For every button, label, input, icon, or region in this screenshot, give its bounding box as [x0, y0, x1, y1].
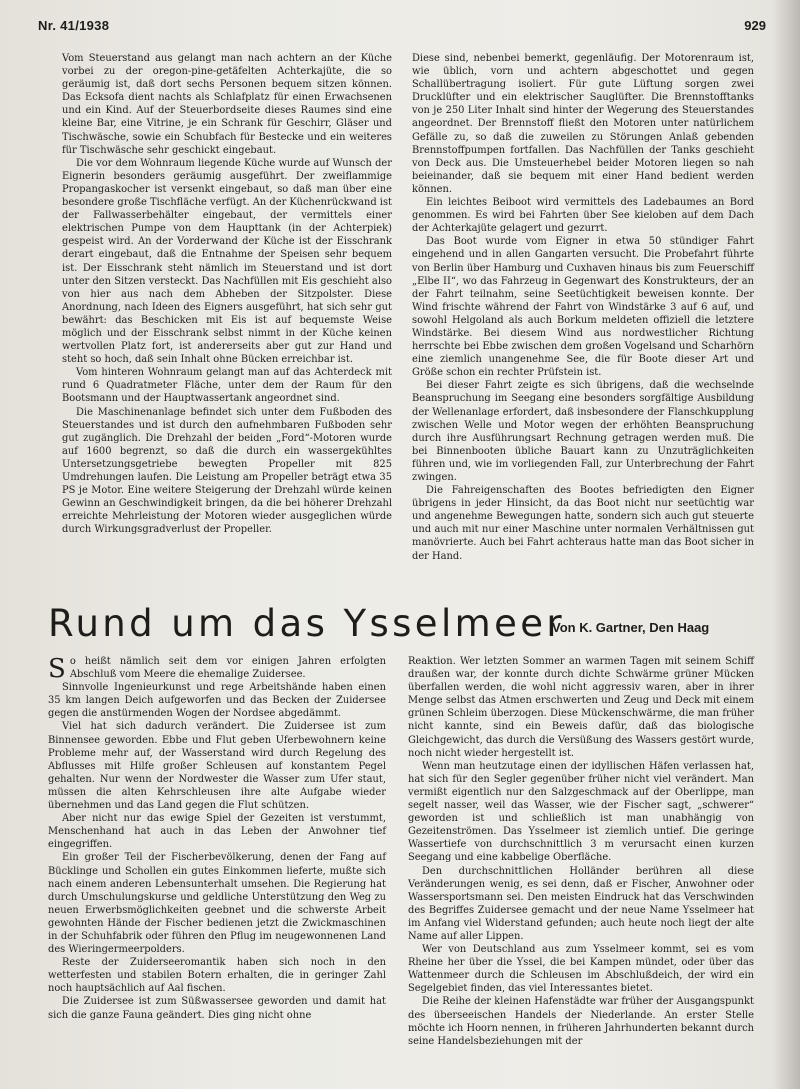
paragraph: Sinnvolle Ingenieurkunst und rege Arbeitshände haben einen 35 km langen Deich aufgeworfen und das Becken der Zuidersee gegen die anstürmenden Wogen der Nordsee abgedämmt. — [48, 682, 386, 720]
top-left-column — [62, 52, 392, 536]
paragraph: Bei dieser Fahrt zeigte es sich übrigens, daß die wechselnde Beanspruchung im Seegang eine besonders sorgfältige Ausbildung der Wellenanlage erfordert, daß insbesondere der Flanschkupplung zwischen Welle und Motor wegen der erhöhten Beanspruchung durch ihre Ausführungsart Rechnung getragen werden muß. Die bei Binnenbooten übliche Bauart kann zu Unzuträglichkeiten führen und, wie im vorliegenden Fall, zur Unterbrechung der Fahrt zwingen. — [412, 380, 754, 483]
page-number: 929 — [744, 18, 766, 33]
paragraph: Die Fahreigenschaften des Bootes befriedigten den Eigner übrigens in jeder Hinsicht, da das Boot nicht nur seetüchtig war und angenehme Bewegungen hatte, sondern sich auch gut steuerte und auch mit nur einer Maschine unter normalen Verhältnissen gut manövrierte. Auch bei Fahrt achteraus hatte man das Boot sicher in der Hand. — [412, 485, 754, 562]
paragraph: Die Reihe der kleinen Hafenstädte war früher der Ausgangspunkt des überseeischen Handels der Niederlande. An erster Stelle möchte ich Hoorn nennen, in früheren Jahrhunderten bekannt durch seine Handelsbeziehungen mit der — [408, 996, 754, 1047]
article-title: Rund um das Ysselmeer — [48, 602, 566, 645]
paragraph: Aber nicht nur das ewige Spiel der Gezeiten ist verstummt, Menschenhand hat auch in das Leben der Anwohner tief eingegriffen. — [48, 813, 386, 851]
paragraph: Wenn man heutzutage einen der idyllischen Häfen verlassen hat, hat sich für den Segler gegenüber früher nicht viel verändert. Man vermißt eigentlich nur den Salzgeschmack auf der Oberlippe, man segelt nasser, weil das Wasser, wie der Fischer sagt, „schwerer“ geworden ist und schließlich ist man unabhängig von Gezeitenströmen. Das Ysselmeer ist ziemlich untief. Die geringe Wassertiefe von durchschnittlich 3 m verursacht einen kurzen Seegang und eine kabbelige Oberfläche. — [408, 760, 754, 864]
article-byline: Von K. Gartner, Den Haag — [552, 620, 710, 635]
paragraph: Reste der Zuiderseeromantik haben sich noch in den wetterfesten und stabilen Botern erhalten, die in geringer Zahl noch hauptsächlich auf Aal fischen. — [48, 957, 386, 995]
paragraph: Vom Steuerstand aus gelangt man nach achtern an der Küche vorbei zu der oregon-pine-getäfelten Achterkajüte, die so geräumig ist, daß dort sechs Personen bequem sitzen können. Das Ecksofa dient nachts als Schlafplatz für einen Erwachsenen und ein Kind. Auf der Steuerbordseite dieses Raumes sind eine kleine Bar, eine Vitrine, je ein Schrank für Geschirr, Gläser und Tischwäsche, sowie ein Schubfach für Bestecke und ein weiteres für Tischwäsche sehr geschickt eingebaut. — [62, 53, 392, 156]
paragraph — [48, 654, 386, 684]
paragraph: Ein großer Teil der Fischerbevölkerung, denen der Fang auf Bücklinge und Schollen ein gutes Einkommen lieferte, mußte sich nach einem anderen Lebensunterhalt umsehen. Die Regierung hat durch Umschulungskurse und geldliche Unterstützung den Weg zu neuen Erwerbsmöglichkeiten geebnet und die schwerste Arbeit gewohnten Hände der Fischer bedienen jetzt die Zwickmaschinen in der Schuhfabrik oder führen den Pflug im neugewonnenen Land des Wieringermeerpolders. — [48, 852, 386, 956]
paragraph: Die vor dem Wohnraum liegende Küche wurde auf Wunsch der Eignerin besonders geräumig ausgeführt. Der zweiflammige Propangaskocher ist versenkt eingebaut, so daß man über eine besondere große Tischfläche verfügt. An der Küchenrückwand ist der Fallwasserbehälter eingebaut, der vermittels einer elektrischen Pumpe von dem Haupttank (in der Achterpiek) gespeist wird. An der Vorderwand der Küche ist der Eisschrank derart eingebaut, daß die Entnahme der Speisen sehr bequem ist. Der Eisschrank steht nämlich im Steuerstand und ist dort unter den Sitzen versteckt. Das Nachfüllen mit Eis geschieht also von hier aus nach dem Abheben der Sitzpolster. Diese Anordnung, nach Ideen des Eigners ausgeführt, hat sich sehr gut bewährt: das Beschicken mit Eis ist auf bequemste Weise möglich und der Eisschrank selbst nimmt in der Küche keinen wertvollen Platz fort, ist andererseits aber gut zur Hand und steht so hoch, daß sein Inhalt ohne Bücken erreichbar ist. — [62, 157, 392, 366]
paragraph: Reaktion. Wer letzten Sommer an warmen Tagen mit seinem Schiff draußen war, der konnte durch dichte Schwärme grüner Mücken überfallen werden, die wohl nicht aggressiv waren, aber in ihrer Menge selbst das Atmen erschwerten und Zeug und Deck mit einem grünen Schleim überzogen. Diese Mückenschwärme, die man früher nicht kannte, sind ein Beweis dafür, daß das biologische Gleichgewicht, das durch die Versüßung des Wassers gestört wurde, noch nicht wieder hergestellt ist. — [408, 656, 754, 759]
paragraph: Vom hinteren Wohnraum gelangt man auf das Achterdeck mit rund 6 Quadratmeter Fläche, unter dem der Raum für den Bootsmann und der Hauptwassertank angeordnet sind. — [62, 367, 392, 405]
paragraph: Das Boot wurde vom Eigner in etwa 50 stündiger Fahrt eingehend und in allen Gangarten versucht. Die Probefahrt führte von Berlin über Hamburg und Cuxhaven hinaus bis zum Feuerschiff „Elbe II“, wo das Fahrzeug in Gegenwart des Konstrukteurs, der an der Fahrt teilnahm, seine Seetüchtigkeit beweisen konnte. Der Wind frischte während der Fahrt von Windstärke 3 auf 6 auf, und sowohl Helgoland als auch Borkum meldeten offiziell die letztere Windstärke. Bei diesem Wind aus nordwestlicher Richtung herrschte bei Ebbe zwischen dem großen Vogelsand und Scharhörn eine ziemlich unangenehme See, die für Boote dieser Art und Größe schon ein rechter Prüfstein ist. — [412, 236, 754, 379]
paragraph: Ein leichtes Beiboot wird vermittels des Ladebaumes an Bord genommen. Es wird bei Fahrten über See kieloben auf dem Dach der Achterkajüte gelagert und gezurrt. — [412, 197, 754, 235]
paragraph: Den durchschnittlichen Holländer berühren all diese Veränderungen wenig, es sei denn, daß er Fischer, Anwohner oder Wassersportsmann sei. Den meisten Eindruck hat das Verschwinden des Begriffes Zuidersee gemacht und der neue Name Ysselmeer hat im Anfang viel Widerstand gefunden; auch heute noch liegt der alte Name auf aller Lippen. — [408, 865, 754, 942]
binding-shadow — [772, 0, 800, 1089]
paragraph: Wer von Deutschland aus zum Ysselmeer kommt, sei es vom Rheine her über die Yssel, die bei Kampen mündet, oder über das Wattenmeer durch die Schleusen im Abschlußdeich, der wird ein Segelgebiet finden, das viel Interessantes bietet. — [408, 944, 754, 995]
article-right-column — [408, 655, 754, 1048]
issue-number: Nr. 41/1938 — [38, 18, 110, 33]
paragraph: Die Zuidersee ist zum Süßwassersee geworden und damit hat sich die ganze Fauna geändert. Dies ging nicht ohne — [48, 996, 386, 1021]
paragraph: Diese sind, nebenbei bemerkt, gegenläufig. Der Motorenraum ist, wie üblich, vorn und achtern abgeschottet und gegen Schallübertragung isoliert. Für gute Lüftung sorgen zwei Drucklüfter und ein elektrischer Sauglüfter. Die Brennstofftanks von je 250 Liter Inhalt sind hinter der Wegerung des Steuerstandes angeordnet. Der Brennstoff fließt den Motoren unter natürlichem Gefälle zu, so daß die zuweilen zu Störungen Anlaß gebenden Brennstoffpumpen fortfallen. Das Nachfüllen der Tanks geschieht von Deck aus. Die Umsteuerhebel beider Motoren liegen so nah beieinander, daß sie bequem mit einer Hand bedient werden können. — [412, 53, 754, 195]
drop-cap: S — [48, 654, 66, 684]
top-right-column — [412, 52, 754, 563]
article-left-column — [48, 655, 386, 1022]
paragraph: Die Maschinenanlage befindet sich unter dem Fußboden des Steuerstandes und ist durch den aufnehmbaren Fußboden sehr gut zugänglich. Die Drehzahl der beiden „Ford“-Motoren wurde auf 1600 begrenzt, so daß die durch ein wassergekühltes Untersetzungsgetriebe bewegten Propeller mit 825 Umdrehungen laufen. Die Leistung am Propeller beträgt etwa 35 PS je Motor. Eine weitere Steigerung der Drehzahl würde keinen Gewinn an Geschwindigkeit bringen, da die bei höherer Drehzahl erreichte Mehrleistung der Motoren wieder ausgeglichen würde durch Wirkungsgradverlust der Propeller. — [62, 406, 392, 536]
paragraph-text: o heißt nämlich seit dem vor einigen Jahren erfolgten Abschluß vom Meere die ehemalige Zuidersee. — [69, 656, 386, 681]
paragraph: Viel hat sich dadurch verändert. Die Zuidersee ist zum Binnensee geworden. Ebbe und Flut geben Uferbewohnern keine Probleme mehr auf, der Wasserstand wird durch Regelung des Abflusses mit Hilfe großer Schleusen auf konstantem Pegel gehalten. Nur wenn der Nordwester die Wasser zum Ufer staut, müssen die alten Kehrschleusen ihre alte Aufgabe wieder übernehmen und das Land gegen die Flut schützen. — [48, 721, 386, 812]
